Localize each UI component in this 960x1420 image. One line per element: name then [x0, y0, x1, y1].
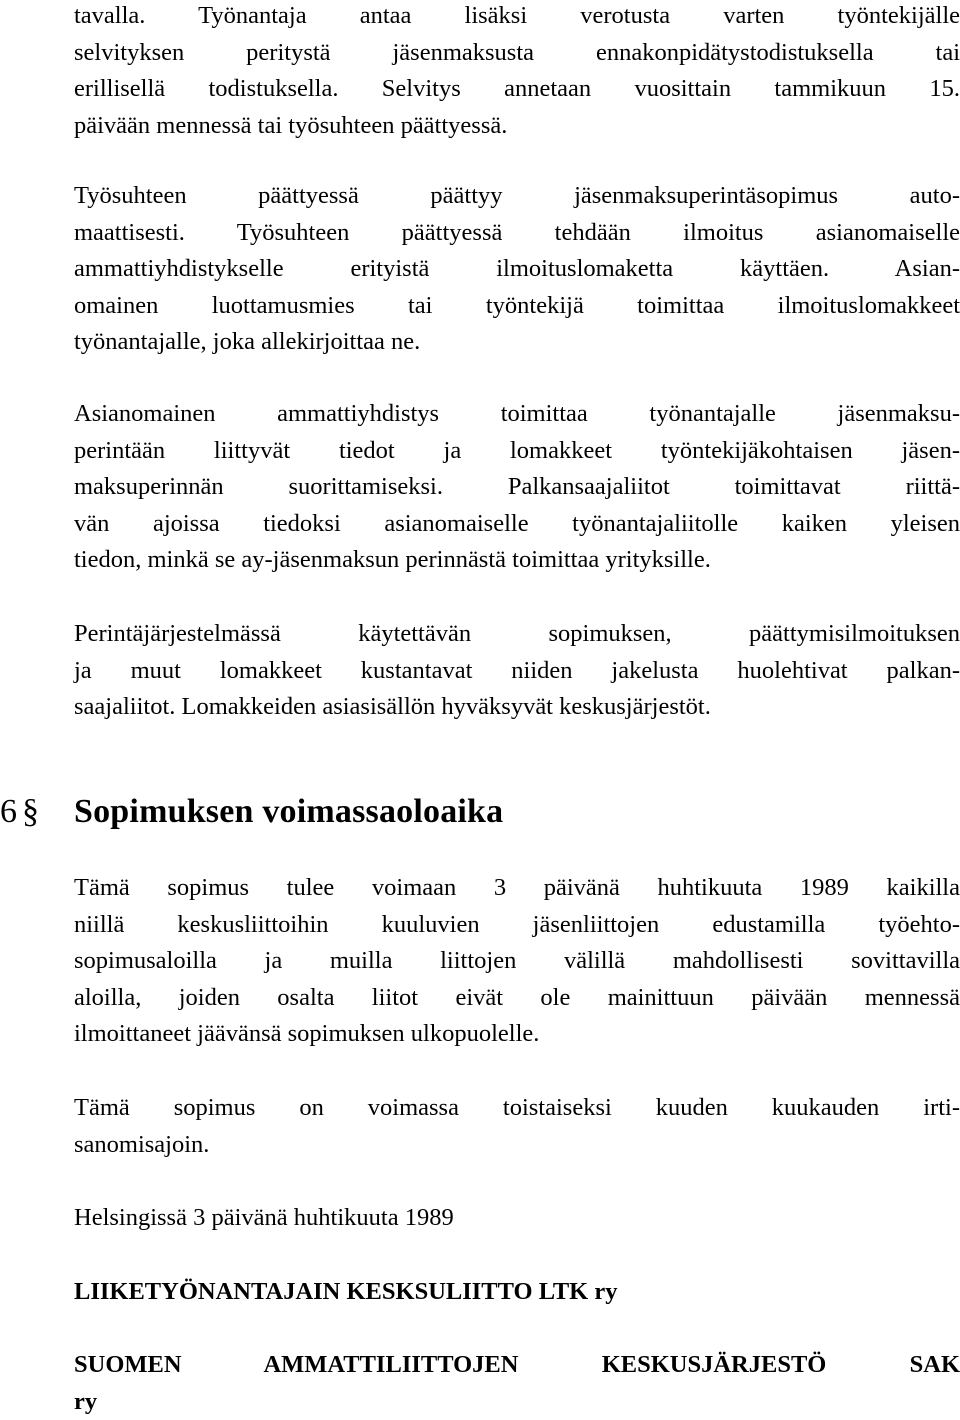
paragraph-union-forms	[74, 396, 960, 579]
text-line: aloilla, joiden osalta liitot eivät ole mainittuun päivään mennessä	[74, 980, 960, 1017]
text-line: saajaliitot. Lomakkeiden asiasisällön hyväksyvät keskusjärjestöt.	[74, 689, 960, 726]
text-line: Asianomainen ammattiyhdistys toimittaa työnantajalle jäsenmaksu-	[74, 396, 960, 433]
section-heading	[0, 784, 960, 844]
text-line: Perintäjärjestelmässä käytettävän sopimuksen, päättymisilmoituksen	[74, 616, 960, 653]
text-line: niillä keskusliittoihin kuuluvien jäsenliittojen edustamilla työehto-	[74, 907, 960, 944]
text-line: maattisesti. Työsuhteen päättyessä tehdään ilmoitus asianomaiselle	[74, 215, 960, 252]
text-line: ilmoittaneet jäävänsä sopimuksen ulkopuolelle.	[74, 1016, 960, 1053]
text-line: erillisellä todistuksella. Selvitys annetaan vuosittain tammikuun 15.	[74, 71, 960, 108]
text-line: tiedon, minkä se ay-jäsenmaksun perinnästä toimittaa yrityksille.	[74, 542, 960, 579]
paragraph-employment-end	[74, 178, 960, 361]
section-number: 6	[0, 792, 17, 832]
signatory-sak	[74, 1347, 960, 1420]
text-line: selvityksen peritystä jäsenmaksusta ennakonpidätystodistuksella tai	[74, 35, 960, 72]
text-line: Helsingissä 3 päivänä huhtikuuta 1989	[74, 1200, 960, 1237]
text-line: työnantajalle, joka allekirjoittaa ne.	[74, 324, 960, 361]
text-line: maksuperinnän suorittamiseksi. Palkansaajaliitot toimittavat riittä-	[74, 469, 960, 506]
org-name: ry	[74, 1384, 960, 1420]
org-name: SUOMEN AMMATTILIITTOJEN KESKUSJÄRJESTÖ SAK	[74, 1347, 960, 1384]
text-line: ammattiyhdistykselle erityistä ilmoituslomaketta käyttäen. Asian-	[74, 251, 960, 288]
text-line: päivään mennessä tai työsuhteen päättyessä.	[74, 108, 960, 145]
text-line: ja muut lomakkeet kustantavat niiden jakelusta huolehtivat palkan-	[74, 653, 960, 690]
text-line: omainen luottamusmies tai työntekijä toimittaa ilmoituslomakkeet	[74, 288, 960, 325]
signatory-ltk	[74, 1274, 960, 1311]
section-sign: §	[22, 792, 39, 832]
text-line: tavalla. Työnantaja antaa lisäksi verotusta varten työntekijälle	[74, 0, 960, 35]
text-line: Tämä sopimus on voimassa toistaiseksi kuuden kuukauden irti-	[74, 1090, 960, 1127]
text-line: sopimusaloilla ja muilla liittojen välillä mahdollisesti sovittavilla	[74, 943, 960, 980]
paragraph-validity-start	[74, 870, 960, 1053]
place-date	[74, 1200, 960, 1237]
paragraph-tax-statement	[74, 0, 960, 144]
paragraph-form-costs	[74, 616, 960, 726]
text-line: perintään liittyvät tiedot ja lomakkeet työntekijäkohtaisen jäsen-	[74, 433, 960, 470]
text-line: Tämä sopimus tulee voimaan 3 päivänä huhtikuuta 1989 kaikilla	[74, 870, 960, 907]
text-line: vän ajoissa tiedoksi asianomaiselle työnantajaliitolle kaiken yleisen	[74, 506, 960, 543]
org-name: LIIKETYÖNANTAJAIN KESKSULIITTO LTK ry	[74, 1278, 617, 1305]
text-line: sanomisajoin.	[74, 1127, 960, 1164]
paragraph-validity-term	[74, 1090, 960, 1163]
section-title: Sopimuksen voimassaoloaika	[74, 792, 503, 832]
text-line: Työsuhteen päättyessä päättyy jäsenmaksuperintäsopimus auto-	[74, 178, 960, 215]
